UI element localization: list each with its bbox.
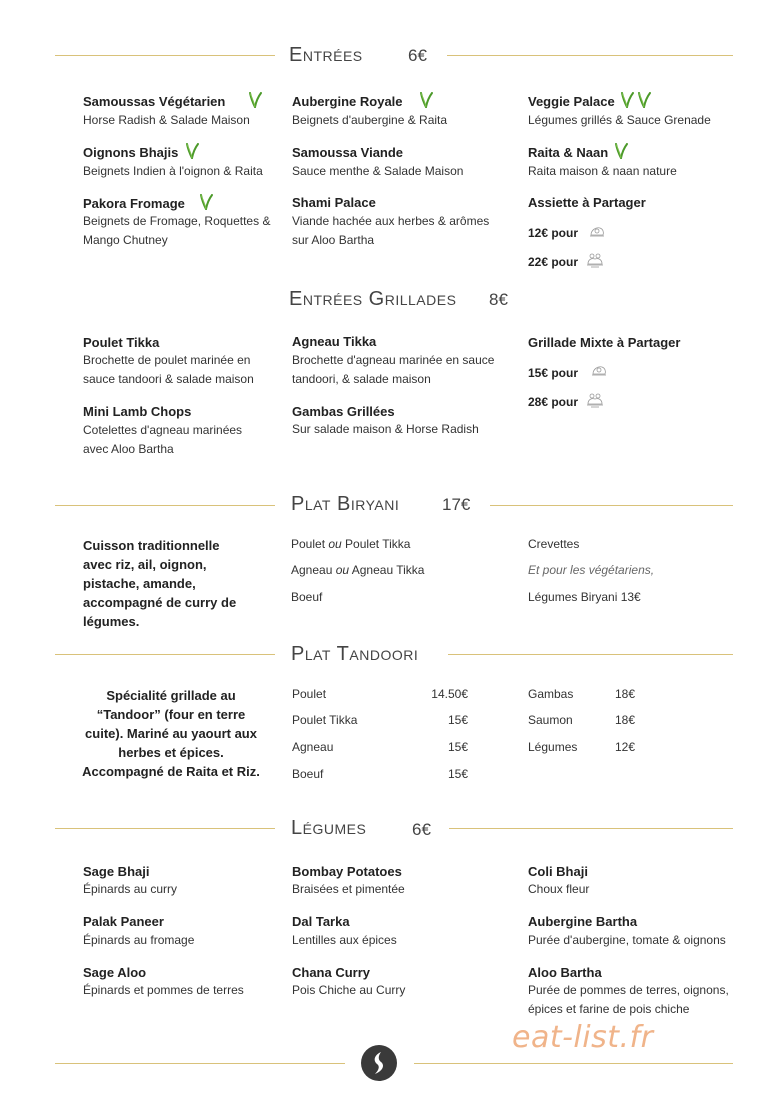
item-name: Gambas Grillées <box>292 404 395 419</box>
item-name: Grillade Mixte à Partager <box>528 335 681 350</box>
share-price: 12€ pour <box>528 226 579 240</box>
legumes-price: 6€ <box>412 820 431 839</box>
vegetarian-icon <box>620 92 634 108</box>
item-name: Sage Aloo <box>83 965 147 980</box>
item-desc: Raita maison & naan nature <box>528 164 677 178</box>
item-desc: Épinards et pommes de terres <box>83 983 244 997</box>
item-name: Raita & Naan <box>528 145 609 160</box>
tandoori-item: Poulet Tikka <box>292 713 358 727</box>
tandoori-item: Saumon <box>528 713 573 727</box>
biryani-option: Légumes Biryani 13€ <box>528 590 641 604</box>
tandoori-price: 15€ <box>447 740 468 754</box>
item-name: Palak Paneer <box>83 914 164 929</box>
share-price: 15€ pour <box>528 366 579 380</box>
biryani-veg-note: Et pour les végétariens, <box>528 563 655 577</box>
item-desc: Légumes grillés & Sauce Grenade <box>528 113 711 127</box>
tandoori-intro: Spécialité grillade au “Tandoor” (four en terre cuite). Mariné au yaourt aux herbes et épices. Accompagné de Raita et Riz. <box>82 688 260 779</box>
plate-for-two-icon <box>590 362 608 380</box>
biryani-title: Plat Biryani <box>291 493 400 515</box>
biryani-price: 17€ <box>442 495 471 514</box>
entrees-price: 6€ <box>408 46 427 65</box>
item-desc: Épinards au curry <box>83 882 178 896</box>
item-desc: Sur salade maison & Horse Radish <box>292 422 479 436</box>
grillades-price: 8€ <box>489 290 508 309</box>
item-name: Veggie Palace <box>528 94 615 109</box>
item-name: Assiette à Partager <box>528 195 646 210</box>
footer-rule-left <box>55 1063 345 1064</box>
legumes-title: Légumes <box>291 817 367 839</box>
item-desc: Cotelettes d'agneau marinées avec Aloo Bartha <box>83 423 243 456</box>
tandoori-item: Légumes <box>528 740 578 754</box>
item-name: Dal Tarka <box>292 914 350 929</box>
item-name: Coli Bhaji <box>528 864 588 879</box>
item-desc: Beignets de Fromage, Roquettes & Mango Chutney <box>83 214 271 247</box>
vegetarian-icon <box>614 143 628 159</box>
item-desc: Horse Radish & Salade Maison <box>83 113 250 127</box>
biryani-rule-right <box>490 505 733 506</box>
item-desc: Choux fleur <box>528 882 590 896</box>
legumes-rule-left <box>55 828 275 829</box>
footer-rule-right <box>414 1063 733 1064</box>
item-desc: Lentilles aux épices <box>292 933 397 947</box>
biryani-option: Crevettes <box>528 537 580 551</box>
item-name: Aubergine Bartha <box>528 914 638 929</box>
tandoori-price: 15€ <box>447 713 468 727</box>
tandoori-price: 14.50€ <box>431 687 468 701</box>
vegetarian-icon <box>199 194 213 210</box>
entrees-rule-left <box>55 55 275 56</box>
vegetarian-icon <box>185 143 199 159</box>
item-desc: Épinards au fromage <box>83 933 195 947</box>
tandoori-price: 18€ <box>615 687 636 701</box>
item-name: Bombay Potatoes <box>292 864 402 879</box>
tandoori-price: 18€ <box>615 713 636 727</box>
watermark: eat-list.fr <box>512 1020 654 1055</box>
tandoori-price: 12€ <box>615 740 636 754</box>
share-price: 28€ pour <box>528 395 579 409</box>
item-name: Sage Bhaji <box>83 864 150 879</box>
plate-for-four-icon <box>586 391 604 409</box>
item-name: Poulet Tikka <box>83 335 160 350</box>
item-desc: Pois Chiche au Curry <box>292 983 406 997</box>
item-name: Aloo Bartha <box>528 965 602 980</box>
tandoori-item: Poulet <box>292 687 327 701</box>
tandoori-title: Plat Tandoori <box>291 643 419 665</box>
item-name: Aubergine Royale <box>292 94 403 109</box>
tandoori-price: 15€ <box>447 767 468 781</box>
vegetarian-icon <box>419 92 433 108</box>
vegetarian-icon <box>637 92 651 108</box>
item-name: Pakora Fromage <box>83 196 185 211</box>
tandoori-item: Gambas <box>528 687 574 701</box>
item-name: Samoussa Viande <box>292 145 404 160</box>
item-desc: Viande hachée aux herbes & arômes sur Aloo Bartha <box>292 214 490 247</box>
plate-for-four-icon <box>586 251 604 269</box>
biryani-option: Poulet ou Poulet Tikka <box>291 537 411 551</box>
tandoori-item: Agneau <box>292 740 334 754</box>
entrees-rule-right <box>447 55 733 56</box>
tandoori-rule-left <box>55 654 275 655</box>
item-name: Agneau Tikka <box>292 334 377 349</box>
biryani-option: Boeuf <box>291 590 323 604</box>
item-desc: Beignets d'aubergine & Raita <box>292 113 448 127</box>
item-desc: Brochette de poulet marinée en sauce tandoori & salade maison <box>83 353 254 386</box>
legumes-rule-right <box>449 828 733 829</box>
biryani-rule-left <box>55 505 275 506</box>
item-name: Samoussas Végétarien <box>83 94 226 109</box>
item-name: Mini Lamb Chops <box>83 404 192 419</box>
plate-for-two-icon <box>588 223 606 241</box>
vegetarian-icon <box>248 92 262 108</box>
item-desc: Beignets Indien à l'oignon & Raita <box>83 164 263 178</box>
share-price: 22€ pour <box>528 255 579 269</box>
entrees-title: Entrées <box>289 44 363 66</box>
item-desc: Purée de pommes de terres, oignons, épices et farine de pois chiche <box>528 983 729 1016</box>
item-desc: Brochette d'agneau marinée en sauce tandoori, & salade maison <box>292 353 495 386</box>
item-desc: Purée d'aubergine, tomate & oignons <box>528 933 726 947</box>
biryani-option: Agneau ou Agneau Tikka <box>291 563 425 577</box>
item-desc: Braisées et pimentée <box>292 882 405 896</box>
biryani-intro: Cuisson traditionnelle avec riz, ail, oignon, pistache, amande, accompagné de curry de légumes. <box>83 538 237 629</box>
item-name: Shami Palace <box>292 195 376 210</box>
item-name: Oignons Bhajis <box>83 145 179 160</box>
tandoori-item: Boeuf <box>292 767 324 781</box>
tandoori-rule-right <box>448 654 733 655</box>
restaurant-logo <box>361 1045 397 1081</box>
item-name: Chana Curry <box>292 965 371 980</box>
item-desc: Sauce menthe & Salade Maison <box>292 164 464 178</box>
grillades-title: Entrées Grillades <box>289 288 457 310</box>
